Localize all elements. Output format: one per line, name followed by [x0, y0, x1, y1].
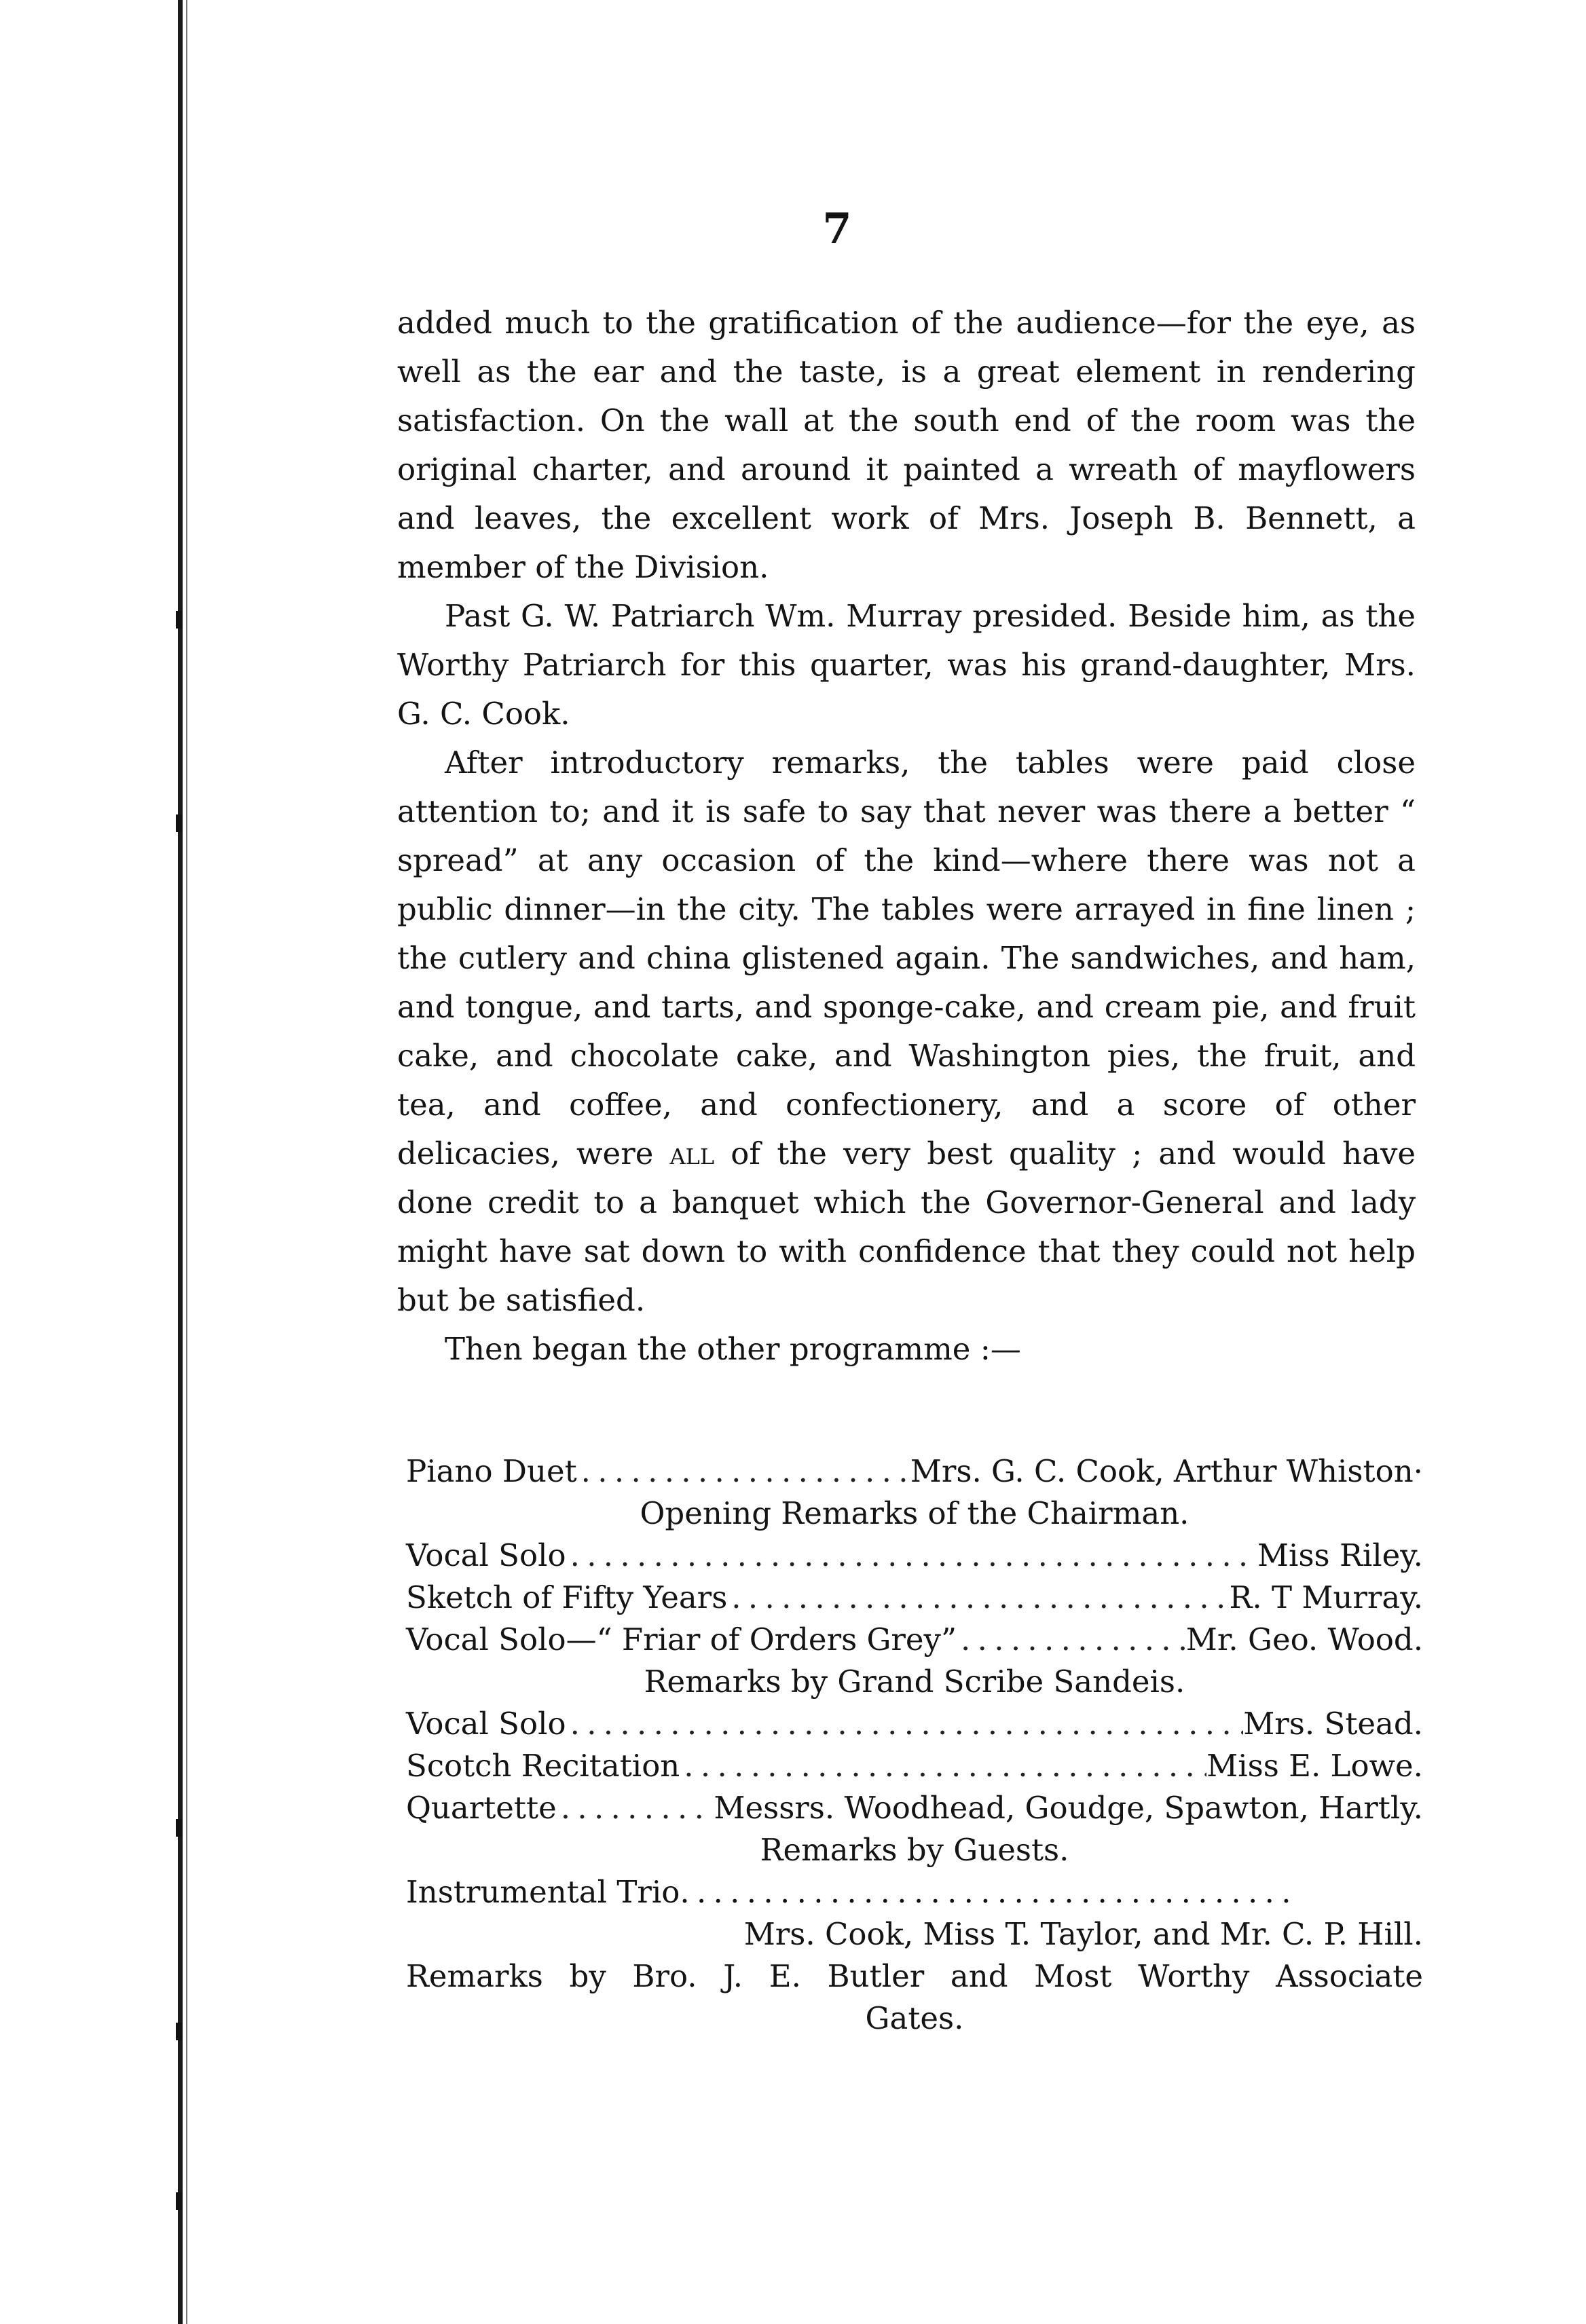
edge-mark — [176, 2023, 182, 2040]
dot-leader — [957, 1617, 1186, 1663]
dot-leader — [566, 1701, 1244, 1747]
programme-item: Instrumental Trio — [406, 1874, 680, 1910]
small-caps-word: all — [669, 1136, 715, 1172]
programme-note: Gates. — [865, 2000, 964, 2036]
page-edge-line — [178, 0, 183, 2324]
programme-row — [406, 1575, 1423, 1617]
paragraph-text: added much to the gratification of the audience—for the eye, as well as the ear and the taste, is a great element in rendering satisfaction. On the wall at the south end of the room was the original charter, and around it painted a wreath of mayflowers and leaves, the excellent work of Mrs. Joseph B. Bennett, a member of the Division. — [397, 305, 1416, 585]
programme-row — [406, 1617, 1423, 1659]
paragraph-text: of the very best quality ; and would have done credit to a banquet which the Governor-General and lady might have sat down to with confidence that they could not help but be satisfied. — [397, 1136, 1416, 1318]
paragraph — [397, 1325, 1416, 1374]
programme-list — [406, 1448, 1423, 2038]
page-edge-shadow — [186, 0, 187, 2324]
paragraph-text: Past G. W. Patriarch Wm. Murray presided. Beside him, as the Worthy Patriarch for this quarter, was his grand-daughter, Mrs. G. C. Cook. — [397, 598, 1416, 732]
programme-note: Opening Remarks of the Chairman. — [640, 1495, 1190, 1531]
programme-performer: Miss E. Lowe. — [1206, 1748, 1423, 1784]
programme-item: Sketch of Fifty Years — [406, 1579, 728, 1615]
dot-leader — [727, 1575, 1229, 1621]
body-text — [397, 299, 1416, 1374]
programme-note: Mrs. Cook, Miss T. Taylor, and Mr. C. P. Hill. — [743, 1916, 1423, 1952]
programme-note: Remarks by Guests. — [760, 1832, 1069, 1868]
programme-row — [406, 1533, 1423, 1575]
paragraph — [397, 592, 1416, 738]
programme-item: Scotch Recitation — [406, 1748, 680, 1784]
programme-row — [406, 1869, 1423, 1911]
programme-note: Remarks by Bro. J. E. Butler and Most Worthy Associate — [406, 1958, 1423, 1994]
programme-row — [406, 1701, 1423, 1743]
programme-row — [406, 1743, 1423, 1785]
programme-row — [406, 1785, 1423, 1827]
dot-leader — [566, 1533, 1257, 1579]
dot-leader — [680, 1743, 1206, 1789]
paragraph-text: Then began the other programme :— — [445, 1331, 1021, 1367]
programme-performer: Mr. Geo. Wood. — [1185, 1622, 1423, 1657]
dot-leader — [557, 1785, 714, 1831]
programme-item: Vocal Solo—“ Friar of Orders Grey” — [406, 1622, 957, 1657]
paragraph — [397, 299, 1416, 592]
page-number: 7 — [822, 204, 852, 253]
dot-leader — [577, 1448, 910, 1495]
programme-item: Vocal Solo — [406, 1537, 566, 1573]
programme-performer: Mrs. G. C. Cook, Arthur Whiston· — [910, 1453, 1423, 1489]
paragraph-text: After introductory remarks, the tables were paid close attention to; and it is safe to say that never was there a better “ spread” at any occasion of the kind—where there was not a public dinner—in the city. The tables were arrayed in fine linen ; the cutlery and china glistened again. The sandwiches, and ham, and tongue, and tarts, and sponge-cake, and cream pie, and fruit cake, and chocolate cake, and Washington pies, the fruit, and tea, and coffee, and confectionery, and a score of other delicacies, were — [397, 745, 1416, 1172]
paragraph — [397, 738, 1416, 1325]
edge-mark — [176, 1819, 182, 1837]
dot-leader — [680, 1869, 1291, 1911]
programme-performer: Messrs. Woodhead, Goudge, Spawton, Hartly. — [714, 1790, 1423, 1826]
programme-row — [406, 1448, 1423, 1491]
edge-mark — [176, 2192, 182, 2210]
programme-item: Vocal Solo — [406, 1706, 566, 1742]
programme-performer: Miss Riley. — [1257, 1537, 1423, 1573]
programme-performer: Mrs. Stead. — [1243, 1706, 1423, 1742]
programme-item: Quartette — [406, 1790, 557, 1826]
edge-mark — [176, 814, 182, 832]
programme-note: Remarks by Grand Scribe Sandeis. — [644, 1664, 1185, 1700]
programme-performer: R. T Murray. — [1229, 1579, 1423, 1615]
edge-mark — [176, 611, 182, 629]
programme-item: Piano Duet — [406, 1453, 577, 1489]
